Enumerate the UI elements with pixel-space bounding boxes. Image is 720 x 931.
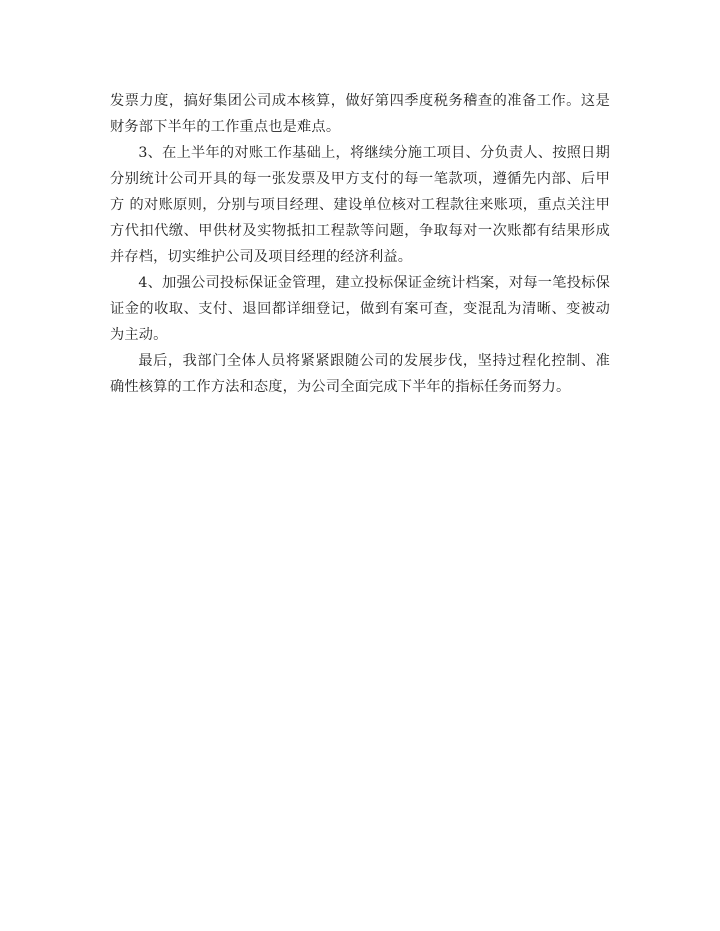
paragraph-continuation: 发票力度，搞好集团公司成本核算，做好第四季度税务稽查的准备工作。这是财务部下半年的工作重点也是难点。 xyxy=(110,93,610,135)
paragraph-item-3: 3、在上半年的对账工作基础上，将继续分施工项目、分负责人、按照日期分别统计公司开具的每一张发票及甲方支付的每一笔款项，遵循先内部、后甲方 的对账原则，分别与项目经理、建设单位核对工程款往来账项，重点关注甲方代扣代缴、甲供材及实物抵扣工程款等问题，争取每对一次账都有结果形成并存档，切实维护公司及项目经理的经济利益。 xyxy=(110,145,610,265)
paragraph-item-4: 4、加强公司投标保证金管理，建立投标保证金统计档案，对每一笔投标保证金的收取、支付、退回都详细登记，做到有案可查，变混乱为清晰、变被动为主动。 xyxy=(110,275,610,343)
paragraph-conclusion: 最后，我部门全体人员将紧紧跟随公司的发展步伐，坚持过程化控制、准确性核算的工作方法和态度，为公司全面完成下半年的指标任务而努力。 xyxy=(110,353,610,395)
document-body xyxy=(110,88,610,400)
